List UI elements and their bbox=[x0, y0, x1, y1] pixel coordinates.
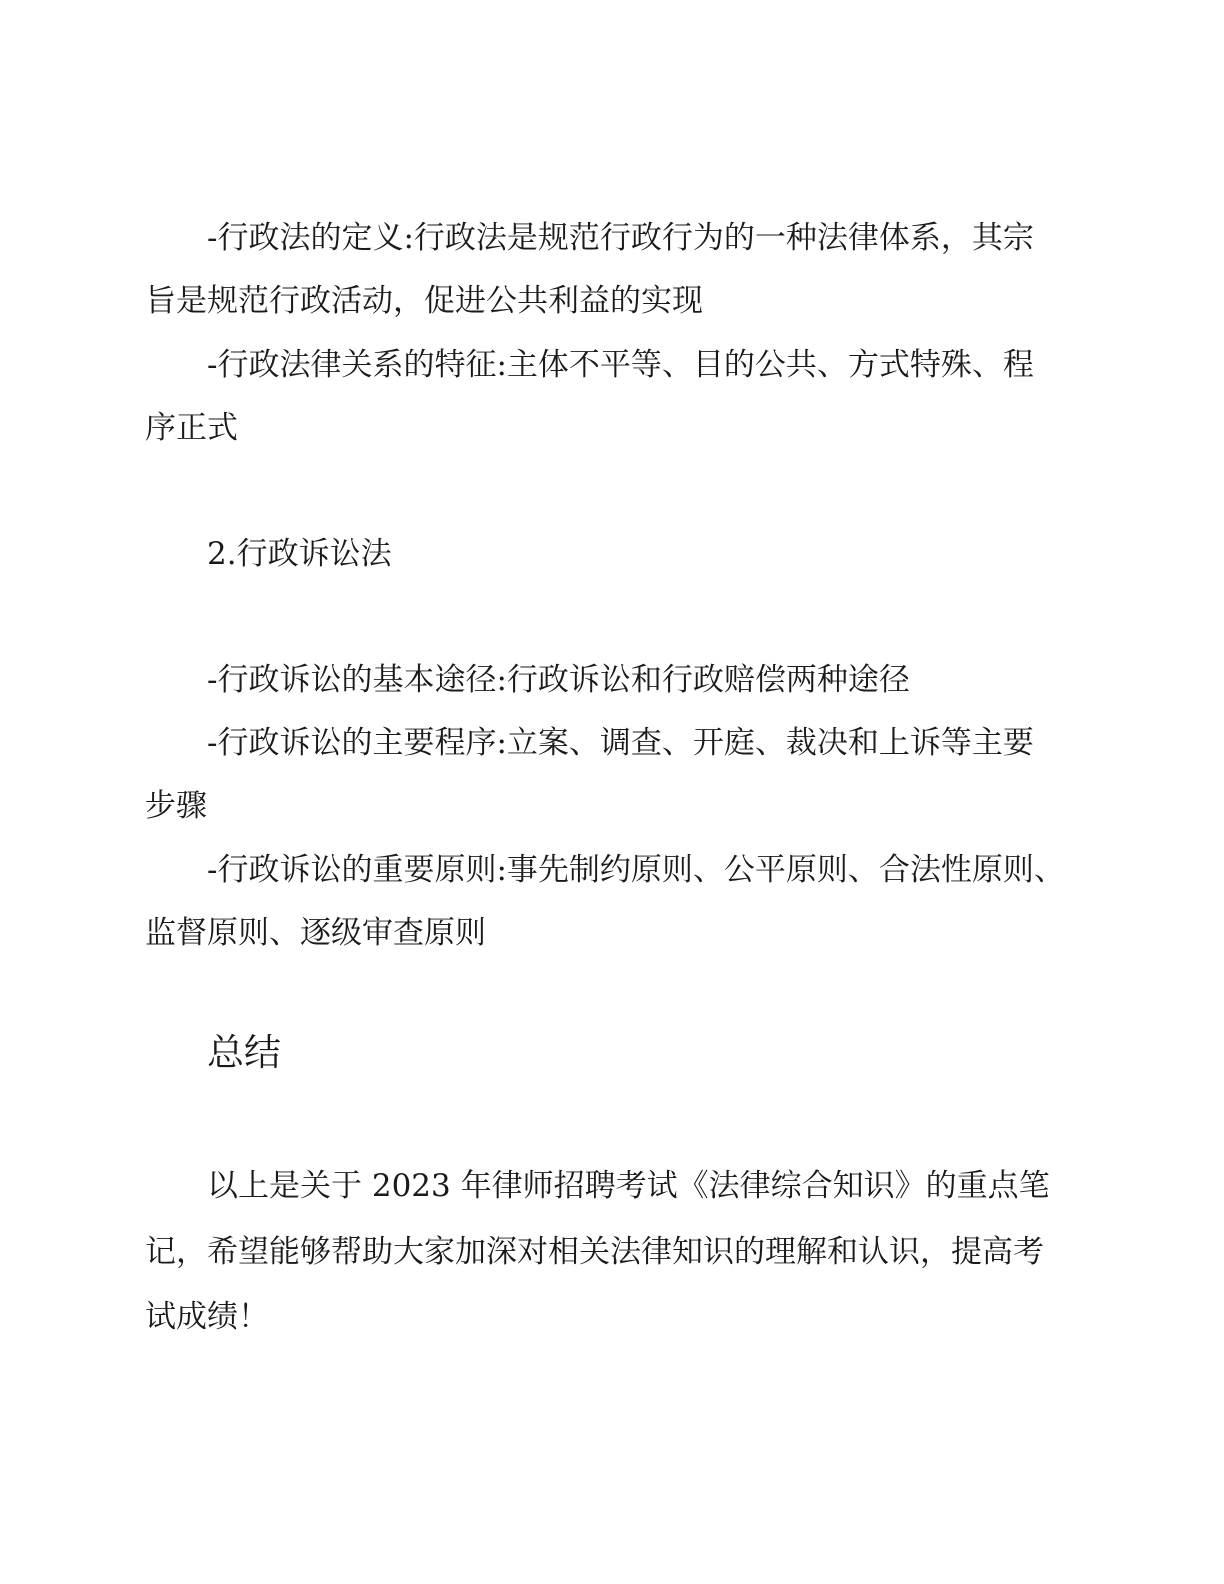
litigation-principles-line-1: -行政诉讼的重要原则:事先制约原则、公平原则、合法性原则、 bbox=[207, 852, 1065, 888]
litigation-procedure-line-1: -行政诉讼的主要程序:立案、调查、开庭、裁决和上诉等主要 bbox=[207, 725, 1034, 761]
summary-line-2: 记，希望能够帮助大家加深对相关法律知识的理解和认识，提高考 bbox=[145, 1234, 1044, 1270]
summary-heading: 总结 bbox=[207, 1031, 281, 1074]
litigation-principles-line-2: 监督原则、逐级审查原则 bbox=[145, 915, 486, 951]
summary-line-3: 试成绩！ bbox=[145, 1299, 269, 1335]
litigation-path-line-1: -行政诉讼的基本途径:行政诉讼和行政赔偿两种途径 bbox=[207, 662, 910, 698]
admin-law-definition-line-1: -行政法的定义:行政法是规范行政行为的一种法律体系，其宗 bbox=[207, 220, 1034, 256]
admin-law-relation-line-2: 序正式 bbox=[145, 410, 238, 446]
section-title-admin-litigation: 2.行政诉讼法 bbox=[207, 536, 392, 572]
admin-law-relation-line-1: -行政法律关系的特征:主体不平等、目的公共、方式特殊、程 bbox=[207, 347, 1034, 383]
litigation-procedure-line-2: 步骤 bbox=[145, 788, 207, 824]
admin-law-definition-line-2: 旨是规范行政活动，促进公共利益的实现 bbox=[145, 283, 703, 319]
summary-line-1: 以上是关于 2023 年律师招聘考试《法律综合知识》的重点笔 bbox=[207, 1168, 1050, 1204]
